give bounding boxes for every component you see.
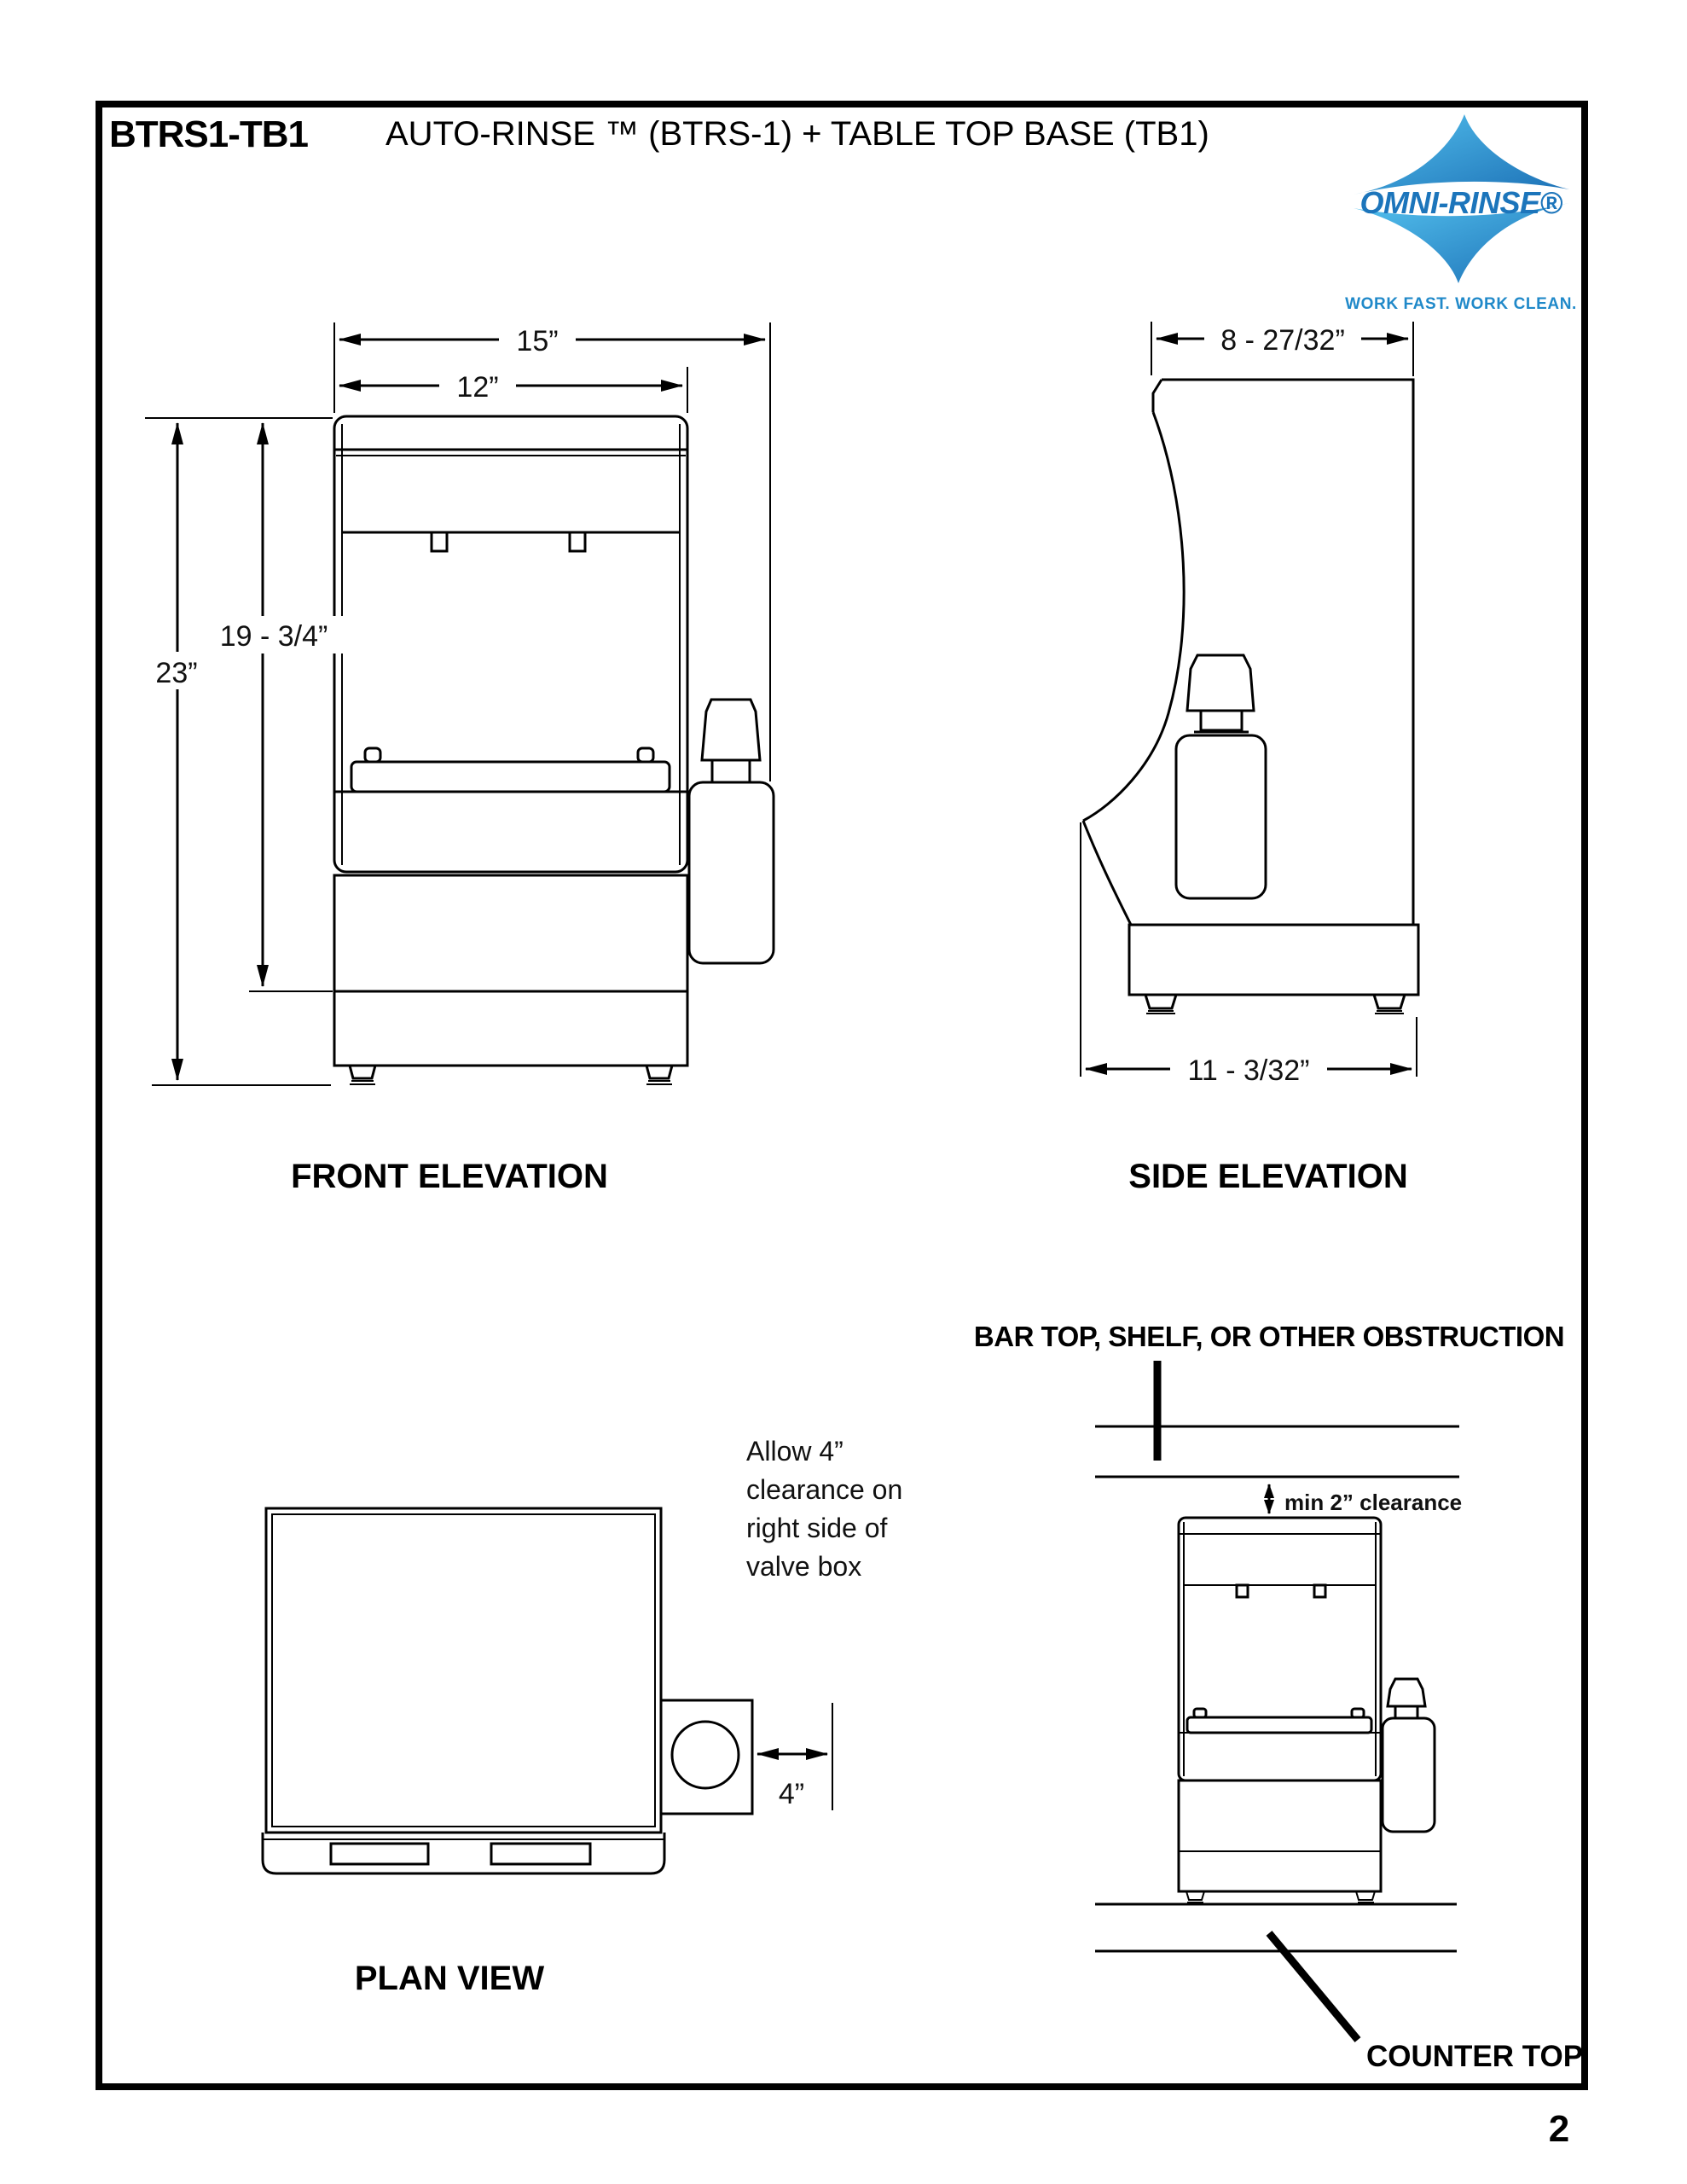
dim-unit-height: 19 - 3/4”	[219, 620, 328, 653]
dim-overall-width: 15”	[516, 325, 559, 357]
side-profile-curve	[1083, 412, 1184, 821]
dim-base-depth: 11 - 3/32”	[1187, 1054, 1310, 1087]
mini-unit-drawing	[1179, 1518, 1435, 1902]
side-valve-box	[1176, 655, 1266, 898]
plan-slot-left	[331, 1844, 428, 1864]
side-valve-body	[1176, 735, 1266, 898]
counter-top-label: COUNTER TOP	[1366, 2040, 1584, 2073]
side-spray-head	[1187, 655, 1254, 711]
plan-view-label: PLAN VIEW	[354, 1960, 545, 1997]
mini-base	[1179, 1780, 1381, 1891]
front-valve-box	[689, 700, 774, 963]
logo-brand-text: OMNI-RINSE®	[1359, 185, 1562, 220]
mini-unit-outline	[1179, 1518, 1381, 1780]
model-number: BTRS1-TB1	[109, 113, 309, 155]
front-spray-neck	[712, 760, 750, 782]
page-title: AUTO-RINSE ™ (BTRS-1) + TABLE TOP BASE (TB1)	[386, 115, 1209, 153]
plan-unit-outline	[266, 1508, 661, 1833]
mini-nozzle-right	[1314, 1585, 1325, 1597]
plan-note	[746, 1436, 902, 1582]
front-elevation-label: FRONT ELEVATION	[291, 1158, 608, 1195]
page-number: 2	[1548, 2108, 1570, 2150]
side-profile-curve-lower	[1083, 821, 1131, 925]
mini-spray-neck	[1395, 1706, 1417, 1718]
front-tray-clip-right	[638, 748, 653, 762]
mini-foot-right	[1356, 1891, 1375, 1902]
side-elevation-label: SIDE ELEVATION	[1128, 1158, 1408, 1195]
mini-nozzle-left	[1237, 1585, 1248, 1597]
mini-spray-head	[1388, 1679, 1425, 1706]
front-unit-outline	[334, 416, 687, 872]
mini-foot-left	[1186, 1891, 1204, 1902]
mini-valve-body	[1383, 1718, 1435, 1832]
note-line-4: valve box	[746, 1551, 862, 1582]
side-foot-right	[1374, 995, 1405, 1014]
side-elevation-drawing	[1081, 321, 1418, 1195]
front-nozzle-right	[570, 532, 585, 551]
front-foot-right	[646, 1066, 672, 1084]
note-line-1: Allow 4”	[746, 1436, 844, 1467]
front-foot-left	[350, 1066, 375, 1084]
front-nozzle-left	[432, 532, 447, 551]
note-line-2: clearance on	[746, 1474, 903, 1505]
clearance-diagram	[974, 1321, 1583, 2073]
plan-slot-right	[491, 1844, 590, 1864]
note-line-3: right side of	[746, 1513, 888, 1543]
side-unit-chamfer	[1153, 380, 1162, 412]
counter-leader-line	[1269, 1933, 1358, 2040]
plan-view-drawing	[263, 1436, 902, 1997]
dim-overall-height: 23”	[155, 657, 198, 689]
side-foot-left	[1145, 995, 1176, 1014]
front-base-outline	[334, 875, 687, 1066]
min-clearance-label: min 2” clearance	[1284, 1490, 1463, 1515]
front-tray	[351, 762, 670, 792]
dim-unit-width: 12”	[456, 371, 499, 404]
side-base-outline	[1129, 925, 1418, 995]
front-valve-body	[689, 782, 774, 963]
front-spray-head	[702, 700, 760, 760]
logo-diamond-top	[1354, 114, 1569, 195]
logo-tagline: WORK FAST. WORK CLEAN.	[1345, 295, 1577, 313]
mini-valve-box	[1383, 1679, 1435, 1832]
mini-tray	[1187, 1717, 1371, 1733]
front-tray-clip-left	[365, 748, 380, 762]
obstruction-heading: BAR TOP, SHELF, OR OTHER OBSTRUCTION	[973, 1321, 1565, 1352]
front-elevation-drawing	[141, 322, 774, 1195]
dim-top-depth: 8 - 27/32”	[1220, 324, 1345, 357]
plan-clearance-dimension	[757, 1703, 832, 1810]
dim-clearance: 4”	[778, 1778, 805, 1810]
omni-rinse-logo-icon	[1345, 114, 1577, 313]
side-spray-neck	[1201, 711, 1242, 730]
